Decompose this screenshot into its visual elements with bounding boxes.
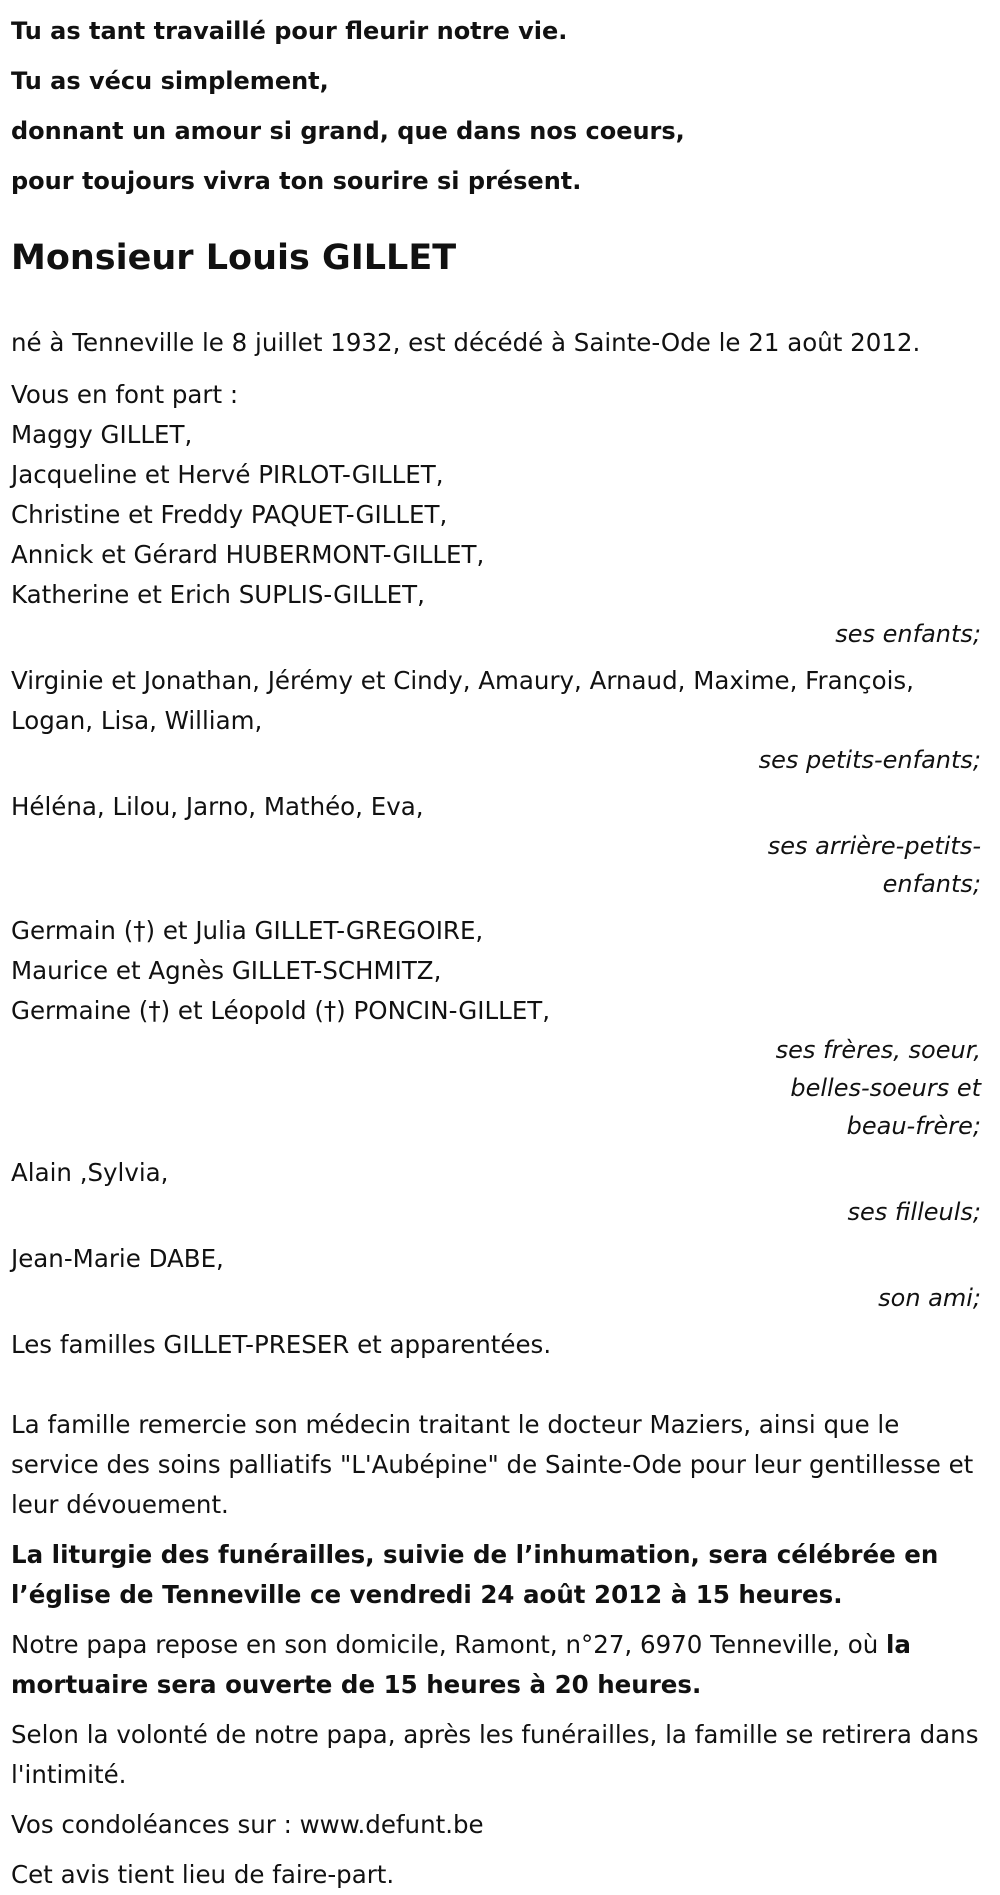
family-role: ses enfants; <box>835 620 981 648</box>
poem-line: Tu as tant travaillé pour fleurir notre vie. <box>11 17 568 45</box>
family-role: ses filleuls; <box>847 1198 981 1226</box>
family-member: Germain (†) et Julia GILLET-GREGOIRE, <box>11 916 484 945</box>
thanks-paragraph: La famille remercie son médecin traitant le docteur Maziers, ainsi que le service des soins palliatifs "L'Aubépine" de Sainte-Ode pour leur gentillesse et leur dévouement. <box>11 1410 974 1519</box>
family-group-godchildren <box>11 1153 989 1231</box>
intimacy-paragraph: Selon la volonté de notre papa, après les funérailles, la famille se retirera dans l'intimité. <box>11 1720 979 1789</box>
poem-line: pour toujours vivra ton sourire si présent. <box>11 167 582 195</box>
family-group-siblings <box>11 911 989 1145</box>
obituary-page <box>0 6 1000 1889</box>
family-group-grandchildren <box>11 661 989 779</box>
condolences-line: Vos condoléances sur : www.defunt.be <box>11 1810 484 1839</box>
deceased-name: Monsieur Louis GILLET <box>11 238 457 278</box>
funeral-paragraph: La liturgie des funérailles, suivie de l’inhumation, sera célébrée en l’église de Tenneville ce vendredi 24 août 2012 à 15 heures. <box>11 1540 939 1609</box>
poem-line: donnant un amour si grand, que dans nos coeurs, <box>11 117 685 145</box>
family-member: Jacqueline et Hervé PIRLOT-GILLET, <box>11 460 444 489</box>
other-families: Les familles GILLET-PRESER et apparentées. <box>11 1330 552 1359</box>
family-member: Christine et Freddy PAQUET-GILLET, <box>11 500 448 529</box>
family-member: Logan, Lisa, William, <box>11 706 263 735</box>
family-role: son ami; <box>878 1284 981 1312</box>
family-group-great-grandchildren <box>11 787 989 903</box>
rest-text-bold: la mortuaire sera ouverte de 15 heures à 20 heures. <box>11 1630 911 1699</box>
family-member: Héléna, Lilou, Jarno, Mathéo, Eva, <box>11 792 424 821</box>
family-group-friend <box>11 1239 989 1317</box>
family-role: ses arrière-petits-enfants; <box>767 832 981 898</box>
family-role: ses petits-enfants; <box>758 746 981 774</box>
family-member: Germaine (†) et Léopold (†) PONCIN-GILLET, <box>11 996 551 1025</box>
obituary-content <box>11 6 989 1895</box>
poem-line: Tu as vécu simplement, <box>11 67 329 95</box>
poem <box>11 6 989 206</box>
family-member: Maggy GILLET, <box>11 420 193 449</box>
announcement-line: Vous en font part : <box>11 380 239 409</box>
family-role: ses frères, soeur, belles-soeurs et beau-frère; <box>775 1036 981 1140</box>
family-member: Virginie et Jonathan, Jérémy et Cindy, Amaury, Arnaud, Maxime, François, <box>11 666 914 695</box>
rest-text: Notre papa repose en son domicile, Ramont, n°27, 6970 Tenneville, où <box>11 1630 887 1659</box>
rest-paragraph <box>11 1625 981 1705</box>
notice-line: Cet avis tient lieu de faire-part. <box>11 1860 395 1889</box>
family-member: Alain ,Sylvia, <box>11 1158 169 1187</box>
family-member: Katherine et Erich SUPLIS-GILLET, <box>11 580 425 609</box>
family-member: Annick et Gérard HUBERMONT-GILLET, <box>11 540 485 569</box>
birth-death-line: né à Tenneville le 8 juillet 1932, est décédé à Sainte-Ode le 21 août 2012. <box>11 328 921 357</box>
family-member: Maurice et Agnès GILLET-SCHMITZ, <box>11 956 442 985</box>
family-member: Jean-Marie DABE, <box>11 1244 224 1273</box>
family-group-children <box>11 415 989 653</box>
